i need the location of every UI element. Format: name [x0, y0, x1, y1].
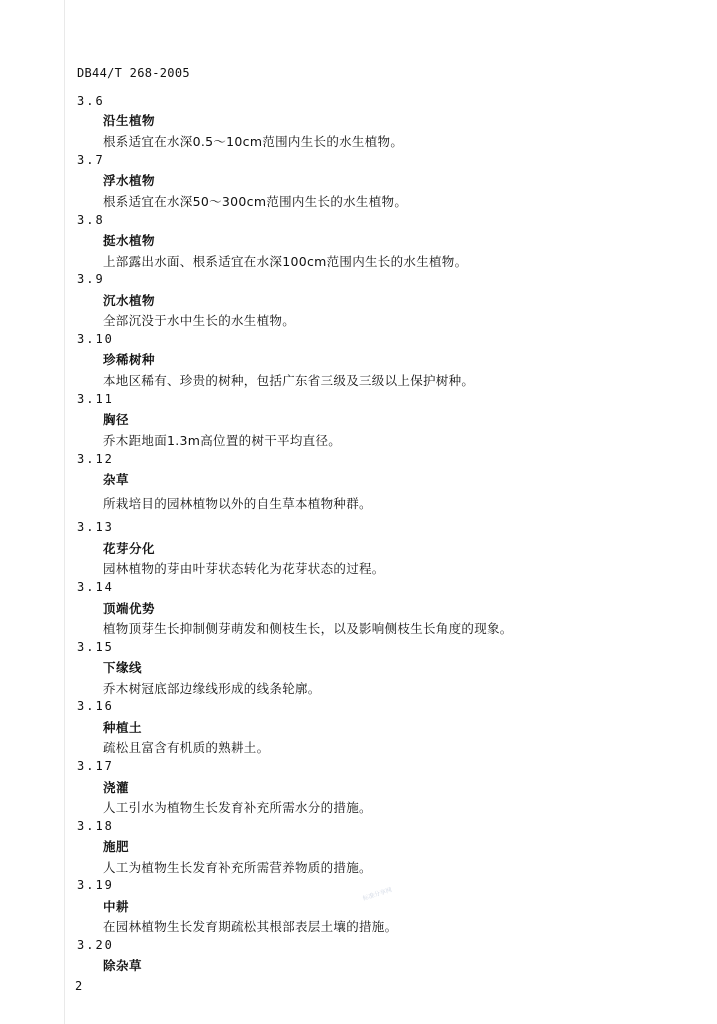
entry-number: 3.19	[77, 878, 114, 892]
document-header: DB44/T 268-2005	[77, 66, 190, 80]
entry-definition: 人工为植物生长发育补充所需营养物质的措施。	[103, 860, 372, 875]
entry-definition: 根系适宜在水深0.5～10cm范围内生长的水生植物。	[103, 134, 404, 149]
entry-term: 挺水植物	[103, 233, 156, 248]
entry-definition: 人工引水为植物生长发育补充所需水分的措施。	[103, 800, 372, 815]
entry-definition: 在园林植物生长发育期疏松其根部表层土壤的措施。	[103, 919, 398, 934]
entry-definition: 根系适宜在水深50～300cm范围内生长的水生植物。	[103, 194, 408, 209]
entry-number: 3.14	[77, 580, 114, 594]
entry-definition: 园林植物的芽由叶芽状态转化为花芽状态的过程。	[103, 561, 385, 576]
entry-definition: 本地区稀有、珍贵的树种，包括广东省三级及三级以上保护树种。	[103, 373, 475, 388]
page-number: 2	[75, 979, 83, 993]
entry-number: 3.11	[77, 392, 114, 406]
entry-term: 下缘线	[103, 660, 143, 675]
entry-term: 除杂草	[103, 958, 143, 973]
entry-number: 3.10	[77, 332, 114, 346]
entry-term: 顶端优势	[103, 601, 156, 616]
entry-term: 胸径	[103, 412, 130, 427]
entry-definition: 乔木距地面1.3m高位置的树干平均直径。	[103, 433, 342, 448]
entry-term: 施肥	[103, 839, 130, 854]
entry-number: 3.15	[77, 640, 114, 654]
entry-definition: 乔木树冠底部边缘线形成的线条轮廓。	[103, 681, 321, 696]
entry-number: 3.18	[77, 819, 114, 833]
entry-term: 珍稀树种	[103, 352, 156, 367]
page-edge	[64, 0, 65, 1024]
entry-term: 沿生植物	[103, 113, 156, 128]
entry-number: 3.8	[77, 213, 105, 227]
entry-term: 花芽分化	[103, 541, 156, 556]
entry-definition: 上部露出水面、根系适宜在水深100cm范围内生长的水生植物。	[103, 254, 468, 269]
entry-definition: 植物顶芽生长抑制侧芽萌发和侧枝生长，以及影响侧枝生长角度的现象。	[103, 621, 513, 636]
entry-term: 沉水植物	[103, 293, 156, 308]
entry-definition: 所栽培目的园林植物以外的自生草本植物种群。	[103, 496, 372, 511]
entry-number: 3.17	[77, 759, 114, 773]
entry-number: 3.16	[77, 699, 114, 713]
entry-term: 浮水植物	[103, 173, 156, 188]
watermark: 标准分享网	[361, 886, 393, 903]
entry-definition: 全部沉没于水中生长的水生植物。	[103, 313, 296, 328]
entry-number: 3.13	[77, 520, 114, 534]
entry-number: 3.12	[77, 452, 114, 466]
entry-number: 3.20	[77, 938, 114, 952]
entry-number: 3.9	[77, 272, 105, 286]
entry-number: 3.7	[77, 153, 105, 167]
entry-term: 杂草	[103, 472, 130, 487]
entry-number: 3.6	[77, 94, 105, 108]
entry-term: 浇灌	[103, 780, 130, 795]
entry-term: 中耕	[103, 899, 130, 914]
entry-definition: 疏松且富含有机质的熟耕土。	[103, 740, 270, 755]
entry-term: 种植土	[103, 720, 143, 735]
